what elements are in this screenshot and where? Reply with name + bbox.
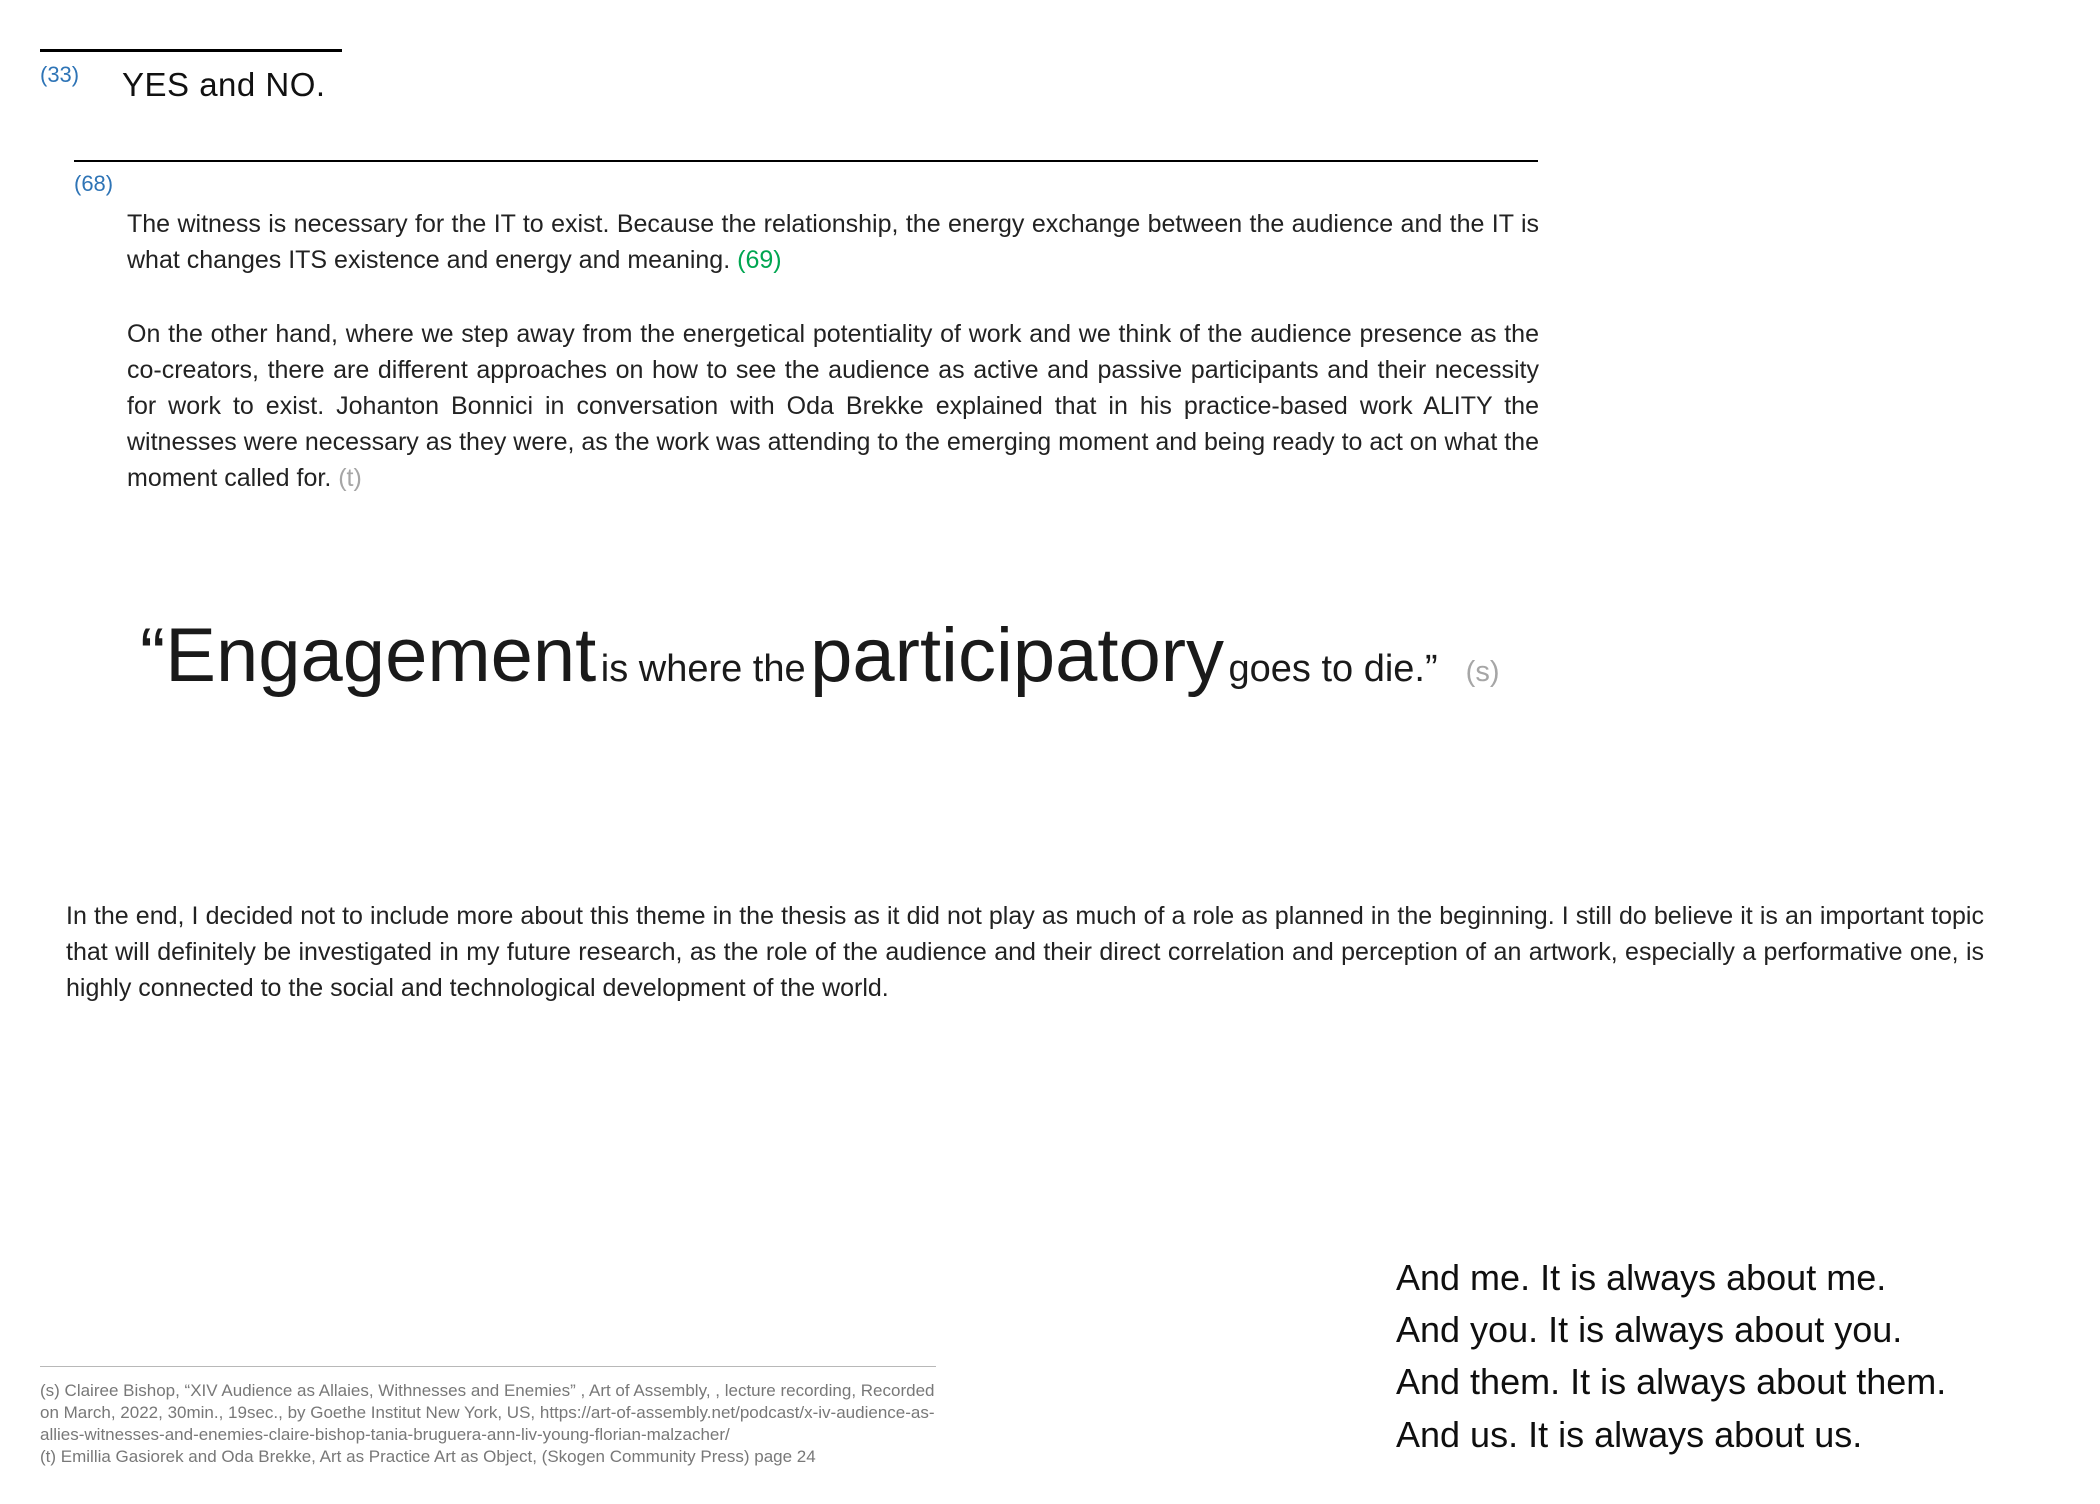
paragraph-conclusion: In the end, I decided not to include more about this theme in the thesis as it did not play as much of a role as planned in the beginning. I still do believe it is an important topic that will definitely be investigated in my future research, as the role of the audience and their direct correlation and perception of an artwork, especially a performative one, is highly connected to the social and technological development of the world.: [66, 902, 1984, 1002]
pull-quote-connector-1: is where the: [600, 648, 806, 690]
poem-line-us: And us. It is always about us.: [1396, 1413, 1863, 1455]
page-title: YES and NO.: [122, 66, 326, 103]
poem-line-them: And them. It is always about them.: [1396, 1361, 1947, 1403]
poem-line-you: And you. It is always about you.: [1396, 1309, 1903, 1351]
ref-69: (69): [737, 246, 782, 274]
closing-poem: [1396, 1252, 1946, 1461]
footnote-separator: [40, 1366, 936, 1367]
pull-quote-connector-2: goes to die.”: [1228, 648, 1438, 690]
pull-quote-word-engagement: “Engagement: [140, 613, 597, 698]
footnote-s: (s) Clairee Bishop, “XIV Audience as Allaies, Withnesses and Enemies” , Art of Assembly, , lecture recording, Recorded on March, 2022, 30min., 19sec., by Goethe Institut New York, US, https://art-of-assembly.net/podcast/x-iv-audience-as-allies-witnesses-and-enemies-claire-bishop-tania-bruguera-ann-liv-young-florian-malzacher/: [40, 1381, 935, 1445]
footnote-t: (t) Emillia Gasiorek and Oda Brekke, Art as Practice Art as Object, (Skogen Community Press) page 24: [40, 1447, 816, 1467]
paragraph-audience-text: On the other hand, where we step away from the energetical potentiality of work and we think of the audience presence as the co-creators, there are different approaches on how to see the audience as active and passive participants and their necessity for work to exist. Johanton Bonnici in conversation with Oda Brekke explained that in his practice-based work ALITY the witnesses were necessary as they were, as the work was attending to the emerging moment and being ready to act on what the moment called for.: [127, 320, 1539, 492]
footnotes: [40, 1380, 948, 1468]
section-rule: [74, 160, 1538, 162]
ref-s: (s): [1465, 656, 1500, 688]
margin-note-section: (68): [74, 171, 114, 196]
paragraph-witness-text: The witness is necessary for the IT to exist. Because the relationship, the energy exchange between the audience and the IT is what changes ITS existence and energy and meaning.: [127, 210, 1539, 274]
paragraph-audience: [127, 316, 1539, 496]
pull-quote-word-participatory: participatory: [810, 613, 1225, 698]
poem-line-me: And me. It is always about me.: [1396, 1257, 1887, 1298]
paragraph-witness: [127, 206, 1539, 278]
pull-quote: [140, 612, 1940, 699]
margin-note-top: (33): [40, 62, 80, 87]
heading-overline: [40, 49, 342, 52]
ref-t: (t): [338, 464, 362, 492]
